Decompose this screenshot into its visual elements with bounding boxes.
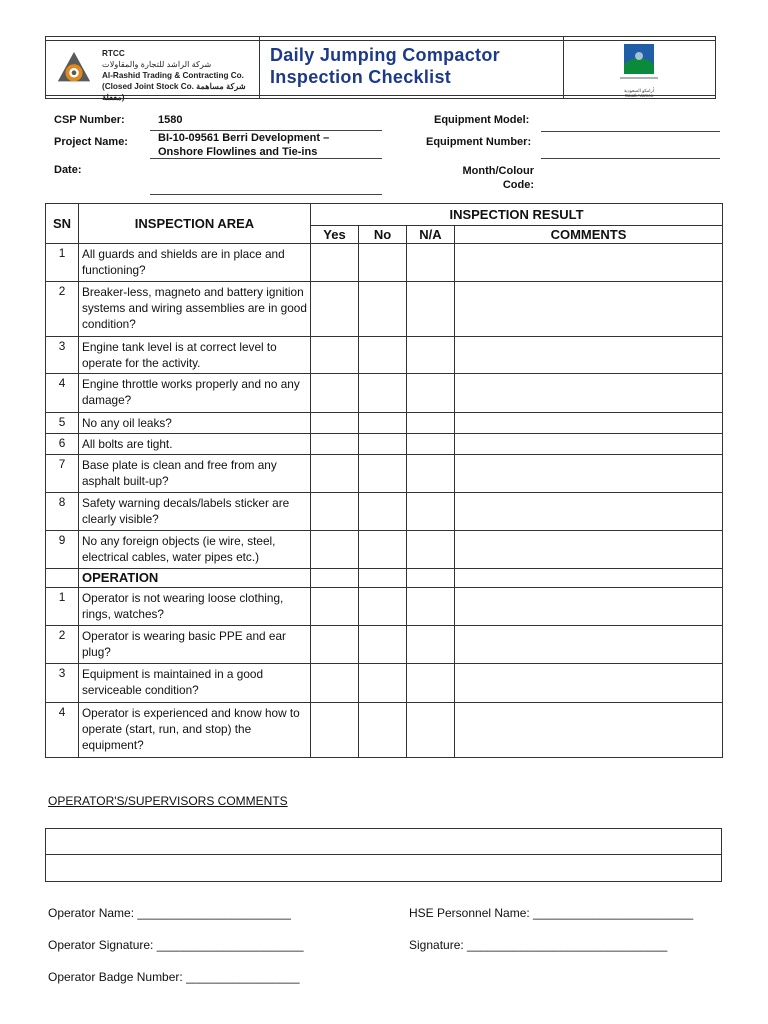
row-inspection-area: No any foreign objects (ie wire, steel, electrical cables, water pipes etc.) [79,531,311,569]
yes-cell[interactable] [311,455,359,493]
row-inspection-area: Operator is wearing basic PPE and ear plug? [79,626,311,664]
rtcc-logo-icon [55,50,93,88]
inspection-table [45,203,722,758]
equipment-number-field[interactable] [541,158,720,159]
project-name-value [158,131,329,159]
comments-cell[interactable] [455,493,723,531]
section-title-operation: OPERATION [79,569,311,588]
hse-personnel-name-field[interactable]: HSE Personnel Name: ________________________ [409,906,694,920]
comments-cell[interactable] [455,531,723,569]
date-label: Date: [54,164,82,176]
table-row [46,588,723,626]
yes-cell[interactable] [311,626,359,664]
equipment-model-field[interactable] [541,131,720,132]
row-inspection-area: All guards and shields are in place and functioning? [79,244,311,282]
table-row [46,282,723,337]
month-colour-code-label [440,164,534,192]
no-cell[interactable] [359,374,407,413]
row-sn: 2 [46,626,79,664]
project-name-label: Project Name: [54,136,128,148]
comments-heading: OPERATOR'S/SUPERVISORS COMMENTS [48,794,288,808]
no-cell[interactable] [359,455,407,493]
company-abbr: RTCC [102,49,125,58]
company-name: Al-Rashid Trading & Contracting Co. [102,71,244,80]
row-inspection-area: Breaker-less, magneto and battery ignition systems and wiring assemblies are in good condition? [79,282,311,337]
aramco-caption-english: Saudi Aramco [624,93,653,98]
yes-cell[interactable] [311,493,359,531]
na-cell[interactable] [407,337,455,374]
comments-cell[interactable] [455,337,723,374]
row-sn: 3 [46,664,79,703]
company-type: (Closed Joint Stock Co. [102,82,194,91]
yes-cell[interactable] [311,703,359,758]
na-cell[interactable] [407,374,455,413]
header-yes: Yes [311,226,359,244]
row-inspection-area: Engine tank level is at correct level to operate for the activity. [79,337,311,374]
yes-cell[interactable] [311,588,359,626]
no-cell[interactable] [359,434,407,455]
header-inspection-area: INSPECTION AREA [79,204,311,244]
header-divider [259,36,260,99]
operator-name-field[interactable]: Operator Name: _______________________ [48,906,291,920]
comments-cell[interactable] [455,244,723,282]
header-no: No [359,226,407,244]
header-inspection-result: INSPECTION RESULT [311,204,723,226]
no-cell[interactable] [359,626,407,664]
no-cell[interactable] [359,337,407,374]
yes-cell[interactable] [311,413,359,434]
no-cell[interactable] [359,531,407,569]
no-cell[interactable] [359,493,407,531]
project-name-line-1: BI-10-09561 Berri Development – [158,132,330,144]
row-inspection-area: Operator is experienced and know how to operate (start, run, and stop) the equipment? [79,703,311,758]
page-title [270,44,560,88]
no-cell[interactable] [359,244,407,282]
title-line-1: Daily Jumping Compactor [270,45,500,65]
operator-signature-field[interactable]: Operator Signature: ______________________ [48,938,304,952]
header-comments: COMMENTS [455,226,723,244]
na-cell[interactable] [407,493,455,531]
table-row [46,703,723,758]
aramco-caption [606,88,672,98]
yes-cell[interactable] [311,282,359,337]
company-block [102,48,257,103]
row-inspection-area: Base plate is clean and free from any asphalt built-up? [79,455,311,493]
yes-cell[interactable] [311,434,359,455]
month-colour-label-line-1: Month/Colour [462,165,534,177]
row-sn: 8 [46,493,79,531]
project-name-line-2: Onshore Flowlines and Tie-ins [158,146,318,158]
yes-cell[interactable] [311,244,359,282]
table-row [46,244,723,282]
table-row [46,493,723,531]
row-sn: 7 [46,455,79,493]
section-row-operation [46,569,723,588]
no-cell[interactable] [359,588,407,626]
comments-divider [45,854,722,855]
title-line-2: Inspection Checklist [270,67,452,87]
row-sn: 1 [46,244,79,282]
row-inspection-area: All bolts are tight. [79,434,311,455]
comments-cell[interactable] [455,434,723,455]
row-inspection-area: No any oil leaks? [79,413,311,434]
yes-cell[interactable] [311,337,359,374]
row-sn: 9 [46,531,79,569]
table-row [46,413,723,434]
company-type-arabic: شركة مساهمة مقفلة) [102,82,246,102]
na-cell[interactable] [407,703,455,758]
row-inspection-area: Operator is not wearing loose clothing, rings, watches? [79,588,311,626]
comments-cell[interactable] [455,626,723,664]
equipment-number-label: Equipment Number: [426,136,532,148]
table-row [46,531,723,569]
row-sn: 4 [46,703,79,758]
yes-cell[interactable] [311,664,359,703]
row-sn: 2 [46,282,79,337]
project-underline [150,158,382,159]
comments-cell[interactable] [455,664,723,703]
company-arabic-name: شركة الراشد للتجارة والمقاولات [102,60,212,69]
operator-badge-number-field[interactable]: Operator Badge Number: _________________ [48,970,300,984]
comments-cell[interactable] [455,282,723,337]
table-row [46,455,723,493]
no-cell[interactable] [359,664,407,703]
na-cell[interactable] [407,626,455,664]
comments-cell[interactable] [455,374,723,413]
row-inspection-area: Safety warning decals/labels sticker are clearly visible? [79,493,311,531]
header-top-rule [45,40,716,41]
na-cell[interactable] [407,664,455,703]
row-sn: 3 [46,337,79,374]
no-cell[interactable] [359,413,407,434]
no-cell[interactable] [359,703,407,758]
yes-cell[interactable] [311,374,359,413]
row-inspection-area: Engine throttle works properly and no any damage? [79,374,311,413]
yes-cell[interactable] [311,531,359,569]
row-sn: 4 [46,374,79,413]
na-cell[interactable] [407,588,455,626]
row-sn: 5 [46,413,79,434]
table-row [46,374,723,413]
na-cell[interactable] [407,413,455,434]
row-inspection-area: Equipment is maintained in a good serviceable condition? [79,664,311,703]
date-field[interactable] [150,194,382,195]
comments-box[interactable] [45,828,722,882]
na-cell[interactable] [407,455,455,493]
header-na: N/A [407,226,455,244]
na-cell[interactable] [407,244,455,282]
table-row [46,664,723,703]
comments-cell[interactable] [455,413,723,434]
equipment-model-label: Equipment Model: [434,114,530,126]
month-colour-label-line-2: Code: [502,179,534,191]
na-cell[interactable] [407,531,455,569]
aramco-caption-arabic: أرامكو السعودية [624,88,654,93]
table-row [46,434,723,455]
csp-number-value: 1580 [158,114,183,126]
row-sn: 1 [46,588,79,626]
no-cell[interactable] [359,282,407,337]
table-row [46,337,723,374]
comments-cell[interactable] [455,455,723,493]
comments-cell[interactable] [455,703,723,758]
na-cell[interactable] [407,282,455,337]
table-row [46,626,723,664]
hse-signature-field[interactable]: Signature: ______________________________ [409,938,668,952]
row-sn: 6 [46,434,79,455]
comments-cell[interactable] [455,588,723,626]
na-cell[interactable] [407,434,455,455]
csp-number-label: CSP Number: [54,114,125,126]
header-sn: SN [46,204,79,244]
header-divider [563,36,564,99]
